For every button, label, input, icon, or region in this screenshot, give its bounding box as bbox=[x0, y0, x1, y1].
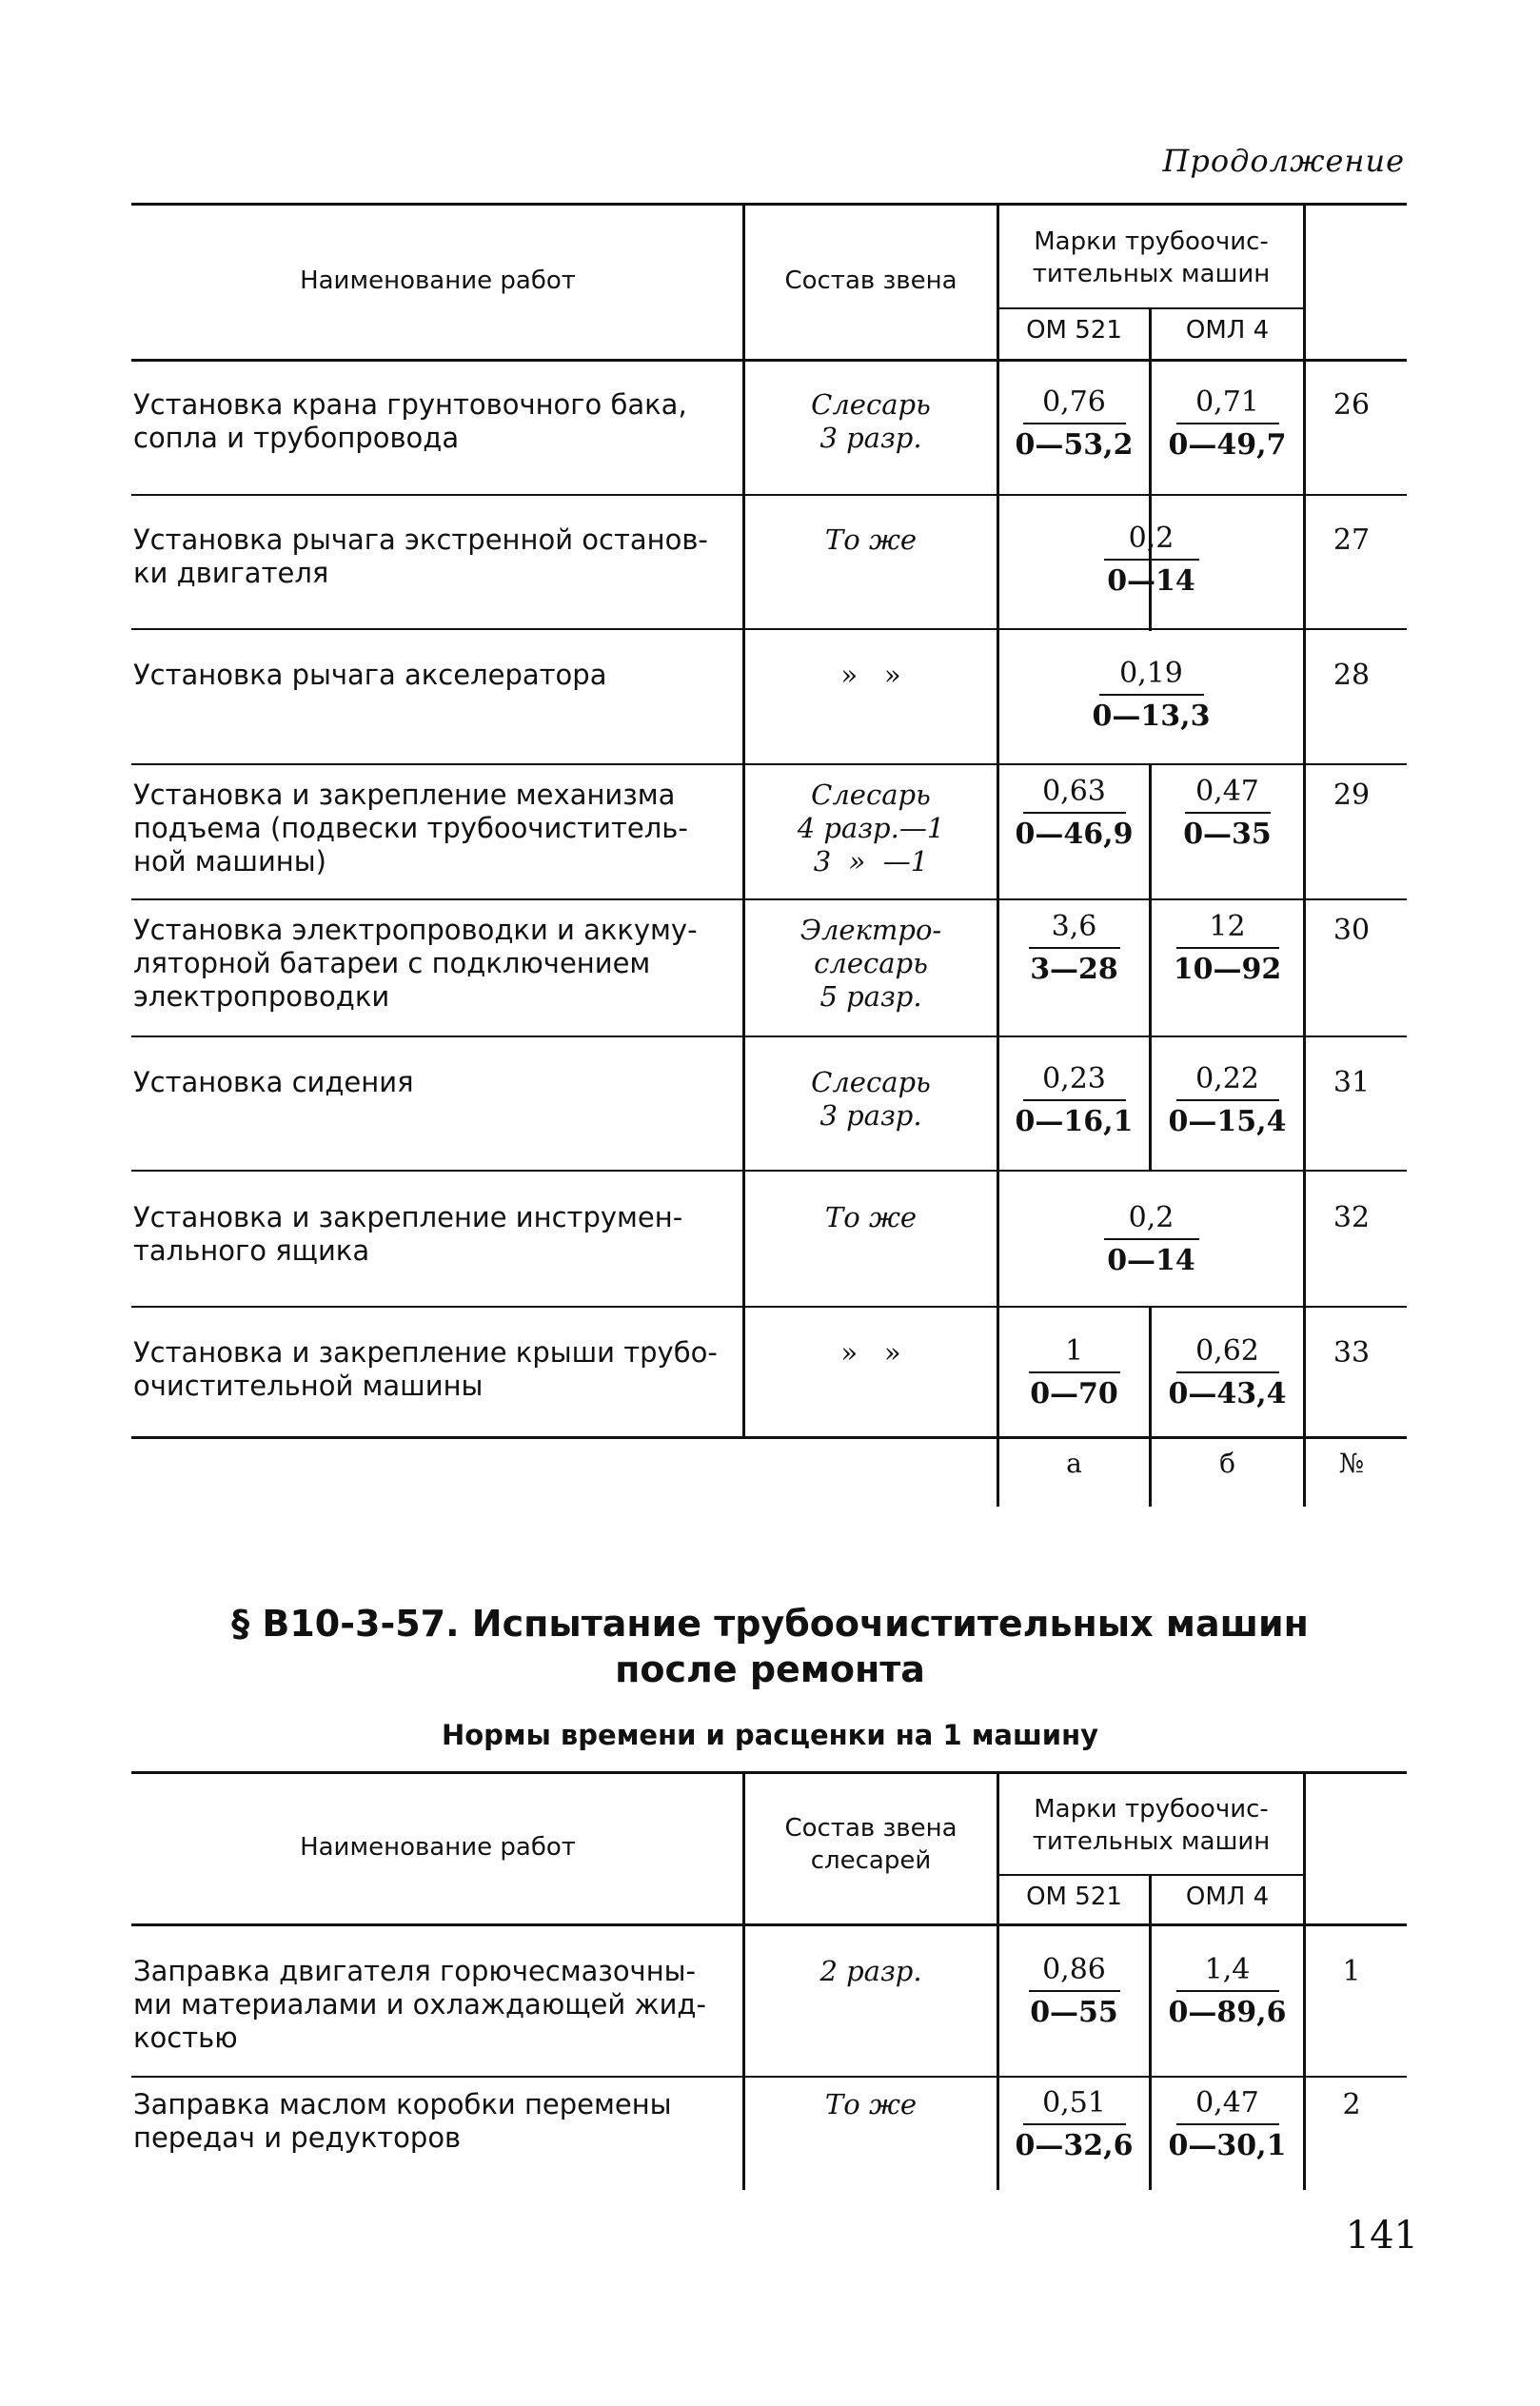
header-name: Наименование работ bbox=[300, 266, 576, 295]
row-32-name: Установка и закрепление инструмен- тального ящика bbox=[133, 1201, 683, 1267]
table-1-row-rule bbox=[131, 628, 1407, 630]
row-2-number: 2 bbox=[1342, 2088, 1361, 2121]
row-1-a-fraction: 0,86 0—55 bbox=[1030, 1953, 1118, 2029]
row-32-number: 32 bbox=[1333, 1201, 1371, 1234]
table-2-subheader-rule bbox=[998, 1874, 1306, 1876]
row-28-crew: » » bbox=[840, 659, 901, 691]
row-1-name: Заправка двигателя горючесмазочны- ми материалами и охлаждающей жид- костью bbox=[133, 1955, 706, 2054]
continuation-label: Продолжение bbox=[1162, 143, 1405, 179]
row-27-crew: То же bbox=[824, 523, 918, 556]
row-33-name: Установка и закрепление крыши трубо- очистительной машины bbox=[133, 1336, 718, 1402]
row-26-number: 26 bbox=[1333, 388, 1371, 422]
row-26-b-fraction: 0,71 0—49,7 bbox=[1168, 385, 1287, 462]
table-1-row-rule bbox=[131, 1170, 1407, 1172]
row-31-number: 31 bbox=[1333, 1066, 1371, 1099]
row-30-a-fraction: 3,6 3—28 bbox=[1030, 910, 1118, 986]
row-30-number: 30 bbox=[1333, 914, 1371, 947]
header-col-b: ОМЛ 4 bbox=[1185, 1883, 1270, 1911]
header-machines: Марки трубоочис- тительных машин bbox=[1032, 227, 1271, 288]
row-30-name: Установка электропроводки и аккуму- ляторной батареи с подключением электропроводки bbox=[133, 914, 698, 1013]
row-29-crew: Слесарь 4 разр.—1 3 » —1 bbox=[797, 779, 945, 878]
row-27-name: Установка рычага экстренной останов- ки двигателя bbox=[133, 523, 708, 589]
row-31-name: Установка сидения bbox=[133, 1066, 414, 1098]
table-1-bottom-rule bbox=[131, 1436, 1407, 1439]
row-32-merged-fraction: 0,2 0—14 bbox=[999, 1201, 1303, 1278]
row-31-b-fraction: 0,22 0—15,4 bbox=[1168, 1062, 1287, 1138]
table-1-row-rule bbox=[131, 1035, 1407, 1037]
section-subtitle: Нормы времени и расценки на 1 машину bbox=[441, 1719, 1099, 1751]
row-26-crew: Слесарь 3 разр. bbox=[811, 388, 931, 454]
table-1-row-rule bbox=[131, 494, 1407, 496]
table-1-subheader-rule bbox=[998, 307, 1306, 309]
table-1-row-rule bbox=[131, 1306, 1407, 1308]
table-1-row-rule bbox=[131, 763, 1407, 765]
row-29-name: Установка и закрепление механизма подъема (подвески трубоочиститель- ной машины) bbox=[133, 779, 688, 878]
row-2-name: Заправка маслом коробки перемены передач и редукторов bbox=[133, 2088, 672, 2154]
table-1-header-bottom-rule bbox=[131, 359, 1407, 362]
row-1-crew: 2 разр. bbox=[819, 1955, 922, 1987]
row-33-number: 33 bbox=[1333, 1336, 1371, 1370]
table-2-top-rule bbox=[131, 1771, 1407, 1774]
footer-col-number: № bbox=[1338, 1448, 1365, 1479]
row-27-merged-fraction: 0,2 0—14 bbox=[999, 522, 1303, 599]
row-33-b-fraction: 0,62 0—43,4 bbox=[1168, 1334, 1287, 1410]
header-crew: Состав звена слесарей bbox=[784, 1814, 958, 1875]
row-2-crew: То же bbox=[824, 2088, 918, 2120]
row-33-crew: » » bbox=[840, 1336, 901, 1369]
row-29-number: 29 bbox=[1333, 779, 1371, 812]
page-number: 141 bbox=[1345, 2214, 1418, 2258]
header-crew: Состав звена bbox=[784, 266, 958, 295]
row-2-a-fraction: 0,51 0—32,6 bbox=[1015, 2086, 1134, 2162]
row-33-a-fraction: 1 0—70 bbox=[1030, 1334, 1118, 1410]
table-1-top-rule bbox=[131, 203, 1407, 206]
row-32-crew: То же bbox=[824, 1201, 918, 1233]
row-28-number: 28 bbox=[1333, 659, 1371, 692]
footer-col-a: а bbox=[1066, 1448, 1082, 1479]
header-col-a: ОМ 521 bbox=[1026, 1883, 1122, 1911]
section-title: § В10-3-57. Испытание трубоочистительных машин после ремонта bbox=[231, 1603, 1309, 1690]
row-1-number: 1 bbox=[1342, 1955, 1361, 1988]
row-30-b-fraction: 12 10—92 bbox=[1173, 910, 1282, 986]
header-machines: Марки трубоочис- тительных машин bbox=[1032, 1795, 1271, 1856]
header-col-a: ОМ 521 bbox=[1026, 316, 1122, 345]
row-29-a-fraction: 0,63 0—46,9 bbox=[1015, 775, 1134, 851]
table-1-row-rule bbox=[131, 898, 1407, 900]
header-name: Наименование работ bbox=[300, 1833, 576, 1862]
row-1-b-fraction: 1,4 0—89,6 bbox=[1168, 1953, 1287, 2029]
row-26-name: Установка крана грунтовочного бака, сопла и трубопровода bbox=[133, 388, 687, 454]
footer-col-b: б bbox=[1219, 1448, 1235, 1479]
row-31-crew: Слесарь 3 разр. bbox=[811, 1066, 931, 1132]
table-2-header-bottom-rule bbox=[131, 1923, 1407, 1926]
row-26-a-fraction: 0,76 0—53,2 bbox=[1015, 385, 1134, 462]
row-31-a-fraction: 0,23 0—16,1 bbox=[1015, 1062, 1134, 1138]
row-28-merged-fraction: 0,19 0—13,3 bbox=[1092, 657, 1211, 733]
row-2-b-fraction: 0,47 0—30,1 bbox=[1168, 2086, 1287, 2162]
row-30-crew: Электро- слесарь 5 разр. bbox=[800, 914, 942, 1013]
row-27-number: 27 bbox=[1333, 523, 1371, 557]
table-2-row-rule bbox=[131, 2076, 1407, 2078]
row-28-name: Установка рычага акселератора bbox=[133, 659, 607, 691]
row-29-b-fraction: 0,47 0—35 bbox=[1183, 775, 1272, 851]
header-col-b: ОМЛ 4 bbox=[1185, 316, 1270, 345]
